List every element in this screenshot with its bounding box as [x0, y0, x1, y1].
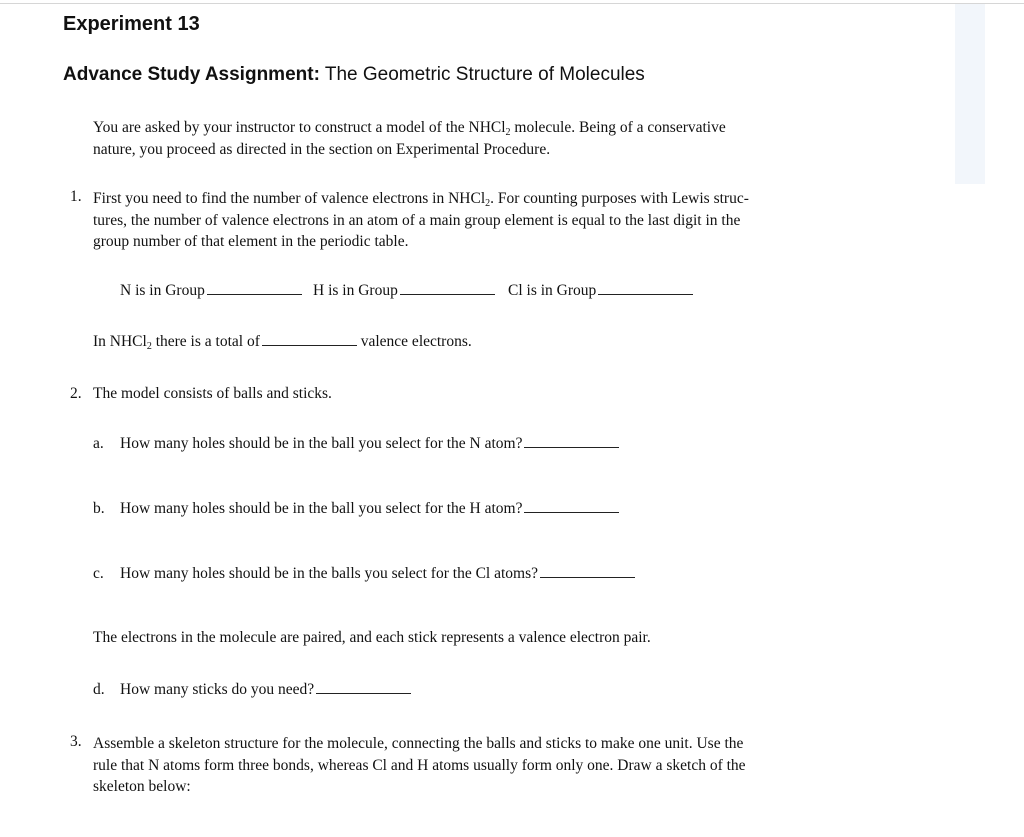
question-2-text: The model consists of balls and sticks. — [93, 385, 332, 402]
assignment-label: Advance Study Assignment: — [63, 64, 320, 85]
cl-group-row: Cl is in Group — [508, 282, 693, 300]
question-2a-label: a. — [93, 435, 104, 452]
question-1-number: 1. — [70, 188, 82, 205]
n-group-row: N is in Group — [120, 282, 302, 300]
cl-holes-blank[interactable] — [540, 576, 635, 578]
question-3-number: 3. — [70, 733, 82, 750]
question-3-text: Assemble a skeleton structure for the molecule, connecting the balls and sticks to make one unit. Use the rule that N atoms form three bonds, whereas Cl and H atoms usually form only one. Draw a sketch of the skeleton below: — [93, 735, 746, 795]
question-2d: How many sticks do you need? — [120, 681, 411, 699]
experiment-title: Experiment 13 — [63, 13, 200, 35]
side-panel-shade — [955, 4, 985, 184]
total-electrons-row: In NHCl$_2$ there is a total of valence electrons. — [93, 333, 472, 352]
h-group-blank[interactable] — [400, 293, 495, 295]
assignment-title — [63, 64, 645, 86]
electron-pair-note: The electrons in the molecule are paired, and each stick represents a valence electron pair. — [93, 629, 651, 646]
question-2c: How many holes should be in the balls you select for the Cl atoms? — [120, 565, 635, 583]
sticks-blank[interactable] — [316, 692, 411, 694]
cl-group-blank[interactable] — [598, 293, 693, 295]
question-2b: How many holes should be in the ball you select for the H atom? — [120, 500, 619, 518]
intro-paragraph: You are asked by your instructor to construct a model of the NHCl$_2$ molecule. Being of a conservative nature, you proceed as directed in the section on Experimental Procedure. — [93, 119, 726, 158]
n-group-blank[interactable] — [207, 293, 302, 295]
question-2a: How many holes should be in the ball you select for the N atom? — [120, 435, 619, 453]
top-divider — [0, 3, 1024, 4]
question-2d-label: d. — [93, 681, 105, 698]
h-group-row: H is in Group — [313, 282, 495, 300]
question-2c-label: c. — [93, 565, 104, 582]
n-holes-blank[interactable] — [524, 446, 619, 448]
question-1-text: First you need to find the number of valence electrons in NHCl$_2$. For counting purposes with Lewis struc- tures, the number of valence electrons in an atom of a main group element is equal to the last digit in the group number of that element in the periodic table. — [93, 190, 749, 250]
question-2-number: 2. — [70, 385, 82, 402]
question-2b-label: b. — [93, 500, 105, 517]
h-holes-blank[interactable] — [524, 511, 619, 513]
total-electrons-blank[interactable] — [262, 344, 357, 346]
assignment-topic: The Geometric Structure of Molecules — [324, 64, 645, 85]
